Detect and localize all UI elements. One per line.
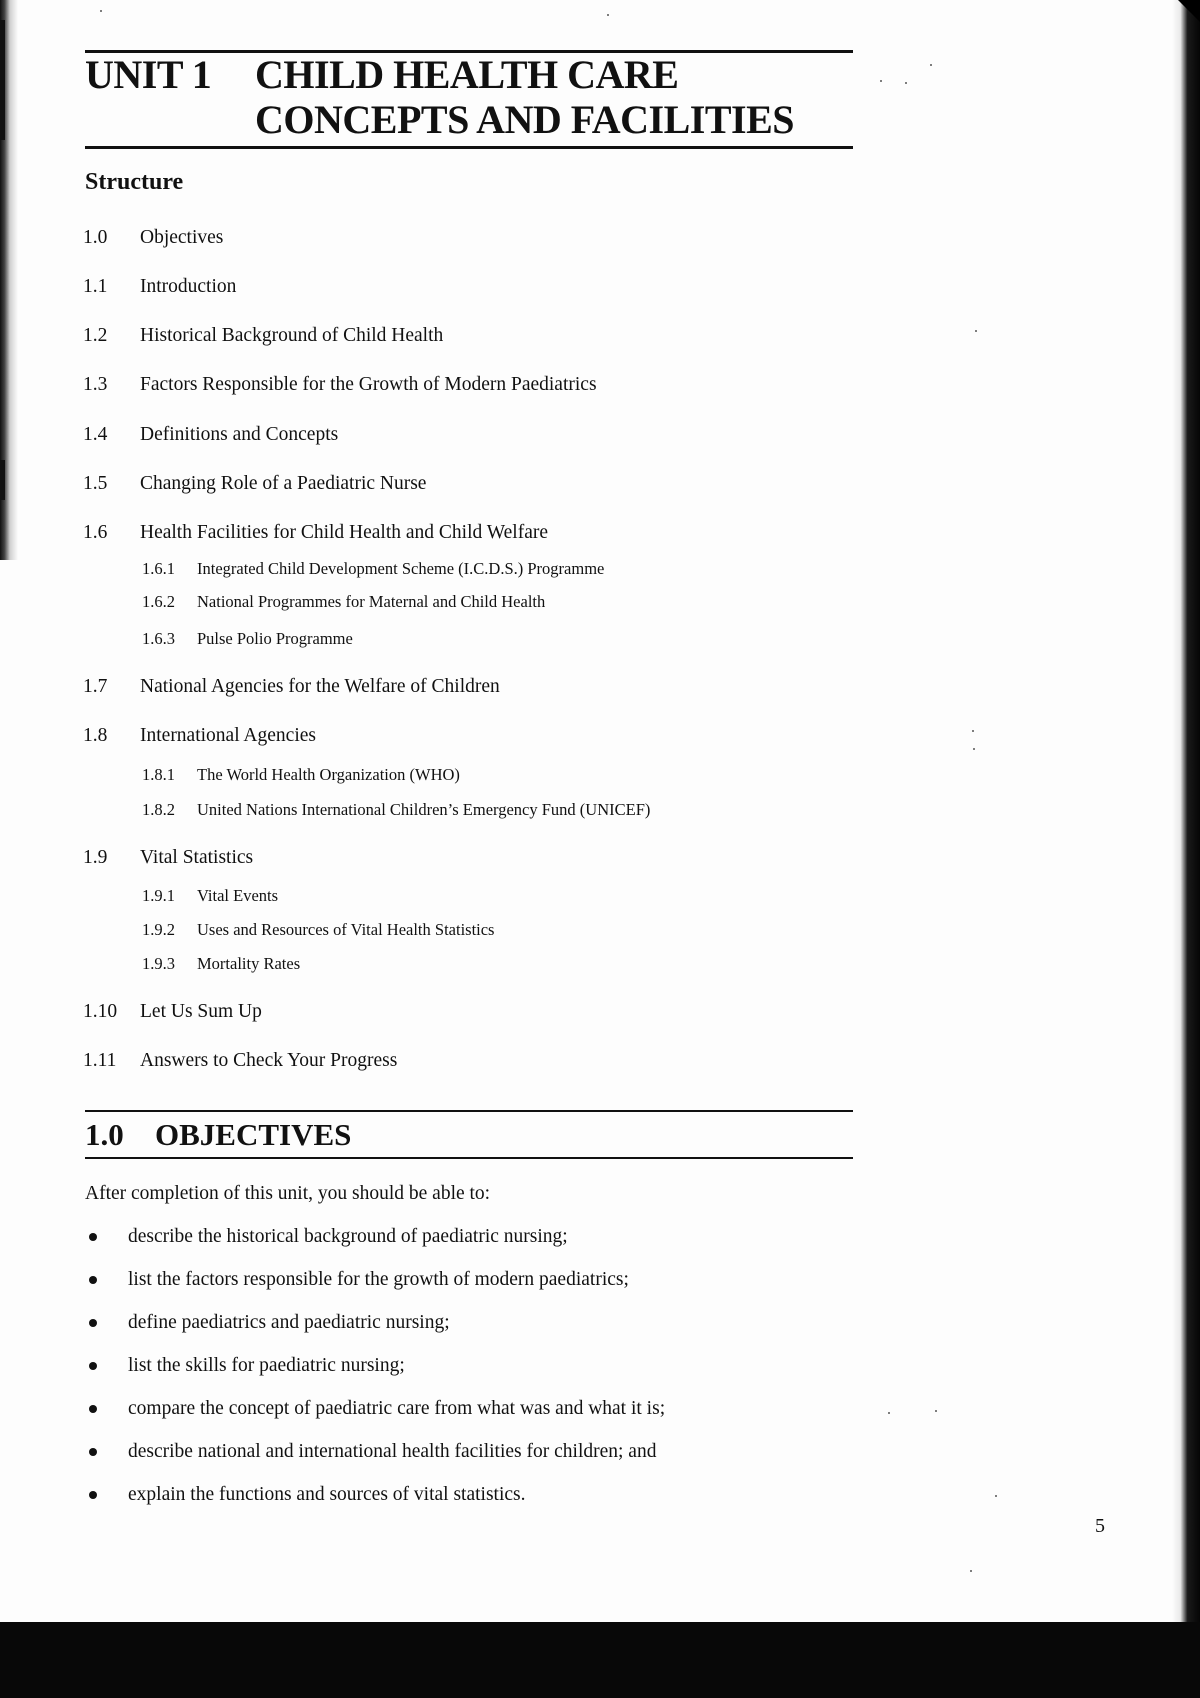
bullet-icon: [89, 1233, 97, 1241]
structure-subitem-label: Pulse Polio Programme: [197, 629, 353, 648]
objective-text: describe national and international health facilities for children; and: [128, 1441, 657, 1462]
bullet-icon: [89, 1362, 97, 1370]
structure-item-number: 1.9: [83, 847, 108, 868]
structure-subitem-label: Uses and Resources of Vital Health Statistics: [197, 920, 495, 939]
scan-speck: [930, 64, 932, 66]
structure-item-label: Historical Background of Child Health: [140, 325, 444, 346]
objectives-section-title: OBJECTIVES: [155, 1117, 352, 1152]
scan-speck: [607, 14, 609, 16]
structure-subitem-label: Vital Events: [197, 886, 279, 905]
structure-item-label: Answers to Check Your Progress: [140, 1050, 398, 1071]
scan-speck: [905, 82, 907, 84]
structure-item-label: Introduction: [140, 276, 237, 297]
structure-item-label: Objectives: [140, 227, 224, 248]
objectives-bottom-rule: [85, 1157, 853, 1159]
objective-text: list the factors responsible for the growth of modern paediatrics;: [128, 1269, 629, 1290]
scan-edge-mark: [0, 460, 5, 500]
structure-item-label: Changing Role of a Paediatric Nurse: [140, 473, 427, 494]
scan-speck: [973, 748, 975, 750]
structure-item-number: 1.3: [83, 374, 108, 395]
structure-item-label: Health Facilities for Child Health and Child Welfare: [140, 522, 549, 543]
unit-title-line-1: CHILD HEALTH CARE: [255, 52, 679, 97]
page-number: 5: [1095, 1515, 1105, 1537]
structure-item-number: 1.1: [83, 276, 108, 297]
structure-item-number: 1.6: [83, 522, 108, 543]
bullet-icon: [89, 1276, 97, 1284]
structure-subitem-label: United Nations International Children’s Emergency Fund (UNICEF): [197, 800, 651, 819]
structure-subitem-number: 1.8.2: [142, 800, 175, 819]
objective-text: compare the concept of paediatric care from what was and what it is;: [128, 1398, 666, 1419]
scan-speck: [100, 10, 102, 12]
structure-heading: Structure: [85, 169, 184, 195]
objectives-top-rule: [85, 1110, 853, 1112]
objective-text: explain the functions and sources of vital statistics.: [128, 1484, 526, 1505]
structure-item-number: 1.8: [83, 725, 108, 746]
title-bottom-rule: [85, 146, 853, 149]
structure-item-label: Factors Responsible for the Growth of Modern Paediatrics: [140, 374, 597, 395]
structure-item-label: Definitions and Concepts: [140, 424, 339, 445]
bullet-icon: [89, 1491, 97, 1499]
structure-item-number: 1.10: [83, 1001, 118, 1022]
scan-corner-mark: [1178, 0, 1200, 22]
structure-item-label: Let Us Sum Up: [140, 1001, 262, 1022]
structure-subitem-number: 1.8.1: [142, 765, 175, 784]
objective-text: describe the historical background of paediatric nursing;: [128, 1226, 568, 1247]
structure-item-label: International Agencies: [140, 725, 316, 746]
bullet-icon: [89, 1405, 97, 1413]
structure-item-number: 1.2: [83, 325, 108, 346]
structure-item-label: Vital Statistics: [140, 847, 254, 868]
structure-subitem-label: Integrated Child Development Scheme (I.C.D.S.) Programme: [197, 559, 605, 578]
structure-subitem-number: 1.9.3: [142, 954, 175, 973]
structure-subitem-label: National Programmes for Maternal and Child Health: [197, 592, 546, 611]
objectives-section-number: 1.0: [85, 1117, 124, 1152]
scan-speck: [888, 1412, 890, 1414]
scan-speck: [880, 80, 882, 82]
structure-subitem-number: 1.6.3: [142, 629, 175, 648]
scan-speck: [935, 1410, 937, 1412]
structure-subitem-label: The World Health Organization (WHO): [197, 765, 460, 784]
scan-speck: [975, 330, 977, 332]
scan-right-edge-shadow: [1172, 0, 1200, 1698]
objective-text: list the skills for paediatric nursing;: [128, 1355, 405, 1376]
bullet-icon: [89, 1448, 97, 1456]
structure-subitem-number: 1.9.2: [142, 920, 175, 939]
structure-item-label: National Agencies for the Welfare of Children: [140, 676, 500, 697]
scan-speck: [972, 730, 974, 732]
structure-item-number: 1.5: [83, 473, 108, 494]
structure-subitem-number: 1.6.2: [142, 592, 175, 611]
structure-subitem-label: Mortality Rates: [197, 954, 301, 973]
structure-item-number: 1.0: [83, 227, 108, 248]
structure-item-number: 1.11: [83, 1050, 117, 1071]
structure-subitem-number: 1.9.1: [142, 886, 175, 905]
structure-item-number: 1.4: [83, 424, 108, 445]
structure-subitem-number: 1.6.1: [142, 559, 175, 578]
scan-bottom-band: [0, 1622, 1200, 1698]
objective-text: define paediatrics and paediatric nursing;: [128, 1312, 450, 1333]
objectives-intro: After completion of this unit, you should be able to:: [85, 1183, 491, 1204]
scan-speck: [995, 1495, 997, 1497]
scan-edge-mark: [0, 20, 5, 140]
unit-title-line-2: CONCEPTS AND FACILITIES: [255, 97, 794, 142]
scan-speck: [970, 1570, 972, 1572]
unit-label: UNIT 1: [85, 52, 212, 97]
bullet-icon: [89, 1319, 97, 1327]
structure-item-number: 1.7: [83, 676, 108, 697]
